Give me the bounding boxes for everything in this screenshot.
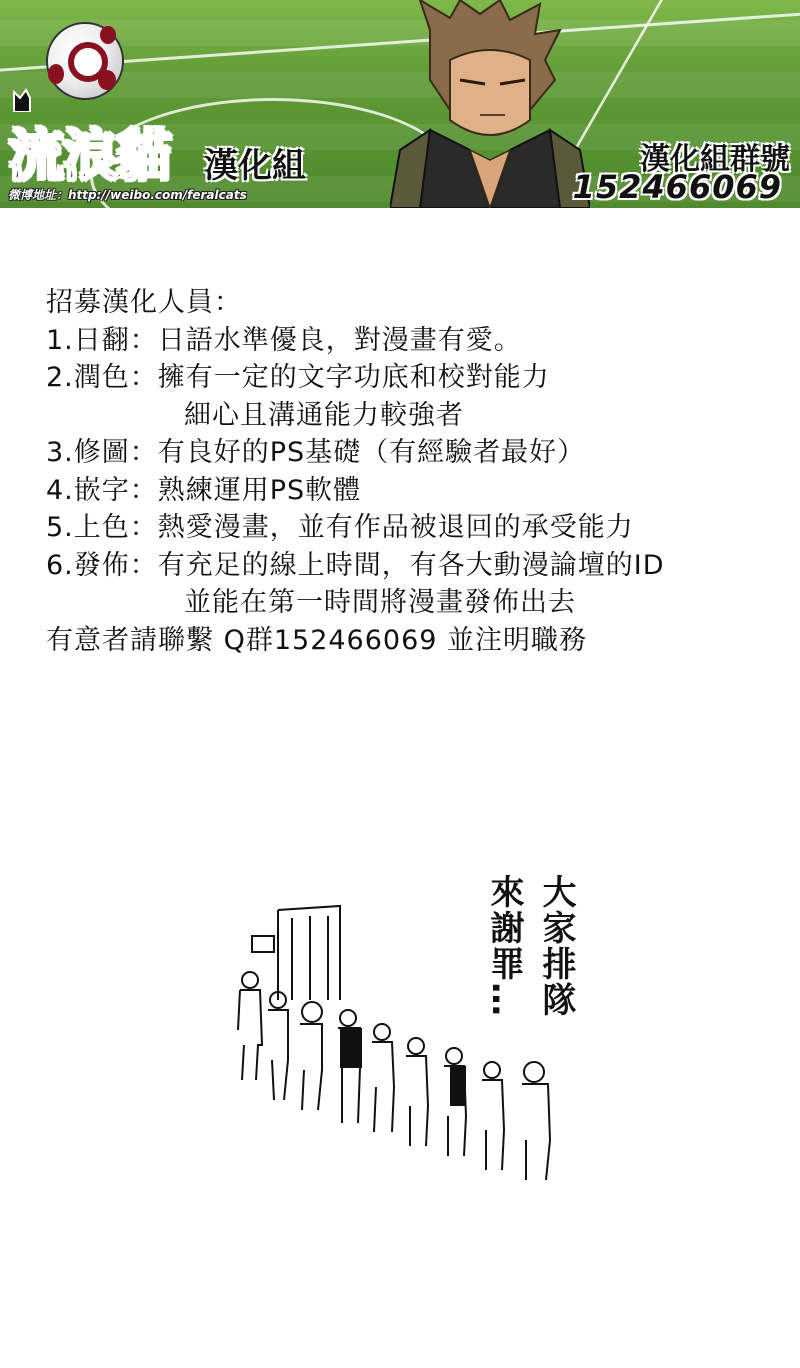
recruit-line: 2.潤色：擁有一定的文字功底和校對能力 <box>46 362 550 393</box>
qq-group-title: 漢化組群號 <box>640 142 790 177</box>
group-logo-subtitle: 漢化組 <box>204 146 306 186</box>
recruit-heading: 招募漢化人員： <box>46 287 242 318</box>
recruit-line: 3.修圖：有良好的PS基礎（有經驗者最好） <box>46 437 586 468</box>
recruit-line: 5.上色：熱愛漫畫，並有作品被退回的承受能力 <box>46 512 634 543</box>
soccer-ball-icon <box>46 22 124 100</box>
qq-group-number: 152466069 <box>572 168 782 206</box>
recruit-contact-line: 有意者請聯繫 Q群152466069 並注明職務 <box>46 624 588 656</box>
recruit-line: 1.日翻：日語水準優良，對漫畫有愛。 <box>46 324 522 356</box>
character-illustration <box>390 0 590 208</box>
recruit-line: 4.嵌字：熟練運用PS軟體 <box>46 474 362 506</box>
recruitment-notice <box>46 284 786 659</box>
sketch-caption-col1: 大家排隊 <box>536 874 576 1018</box>
weibo-url: 微博地址：http://weibo.com/feralcats <box>8 188 247 202</box>
group-logo-title: 流浪貓 <box>8 124 170 189</box>
recruit-line: 6.發佈：有充足的線上時間，有各大動漫論壇的ID <box>46 549 665 581</box>
cat-logo-icon <box>10 86 34 112</box>
header-banner <box>0 0 800 208</box>
recruit-line: 細心且溝通能力較強者 <box>184 399 464 431</box>
recruit-line: 並能在第一時間將漫畫發佈出去 <box>184 587 576 618</box>
sketch-caption-col2: 來謝罪… <box>484 874 524 1018</box>
